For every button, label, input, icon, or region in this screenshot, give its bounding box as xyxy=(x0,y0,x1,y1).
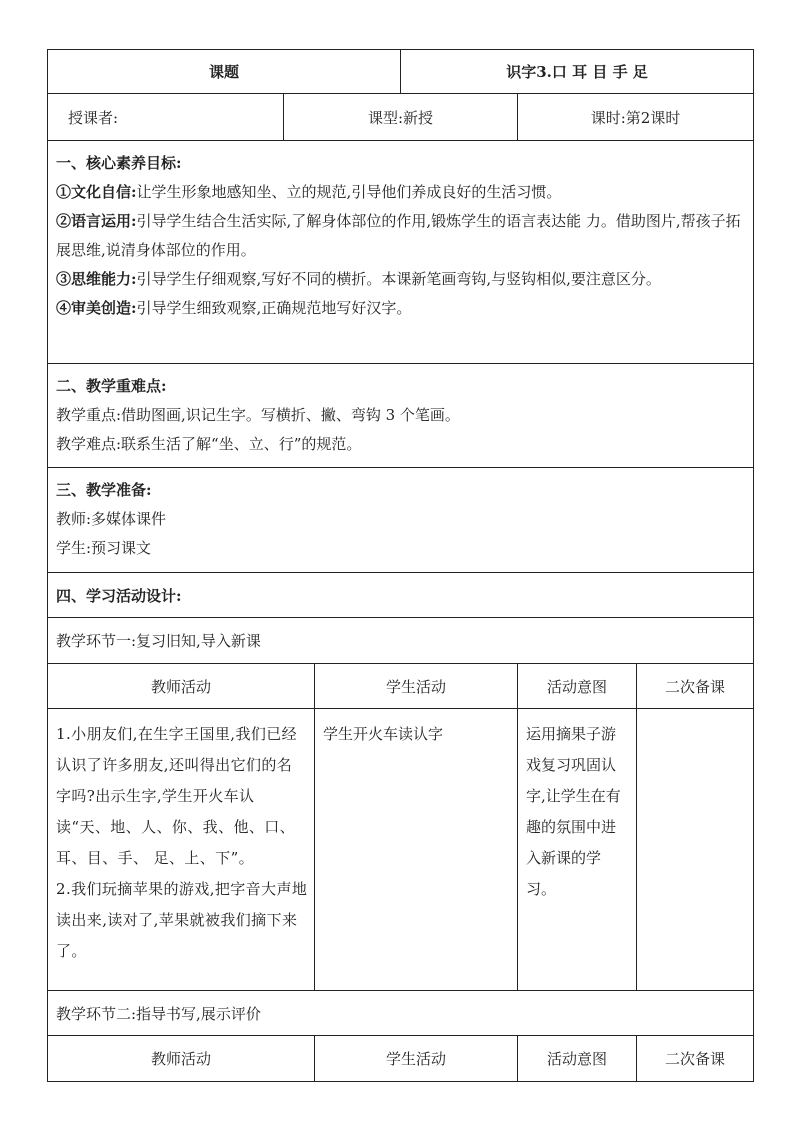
goal-item xyxy=(56,294,745,323)
goal-item xyxy=(56,265,745,294)
second-prep-notes xyxy=(637,709,754,991)
lesson-plan-document xyxy=(47,49,753,1082)
segment2-title-row xyxy=(48,991,754,1036)
teacher-activity: 1.小朋友们,在生字王国里,我们已经认识了许多朋友,还叫得出它们的名 字吗?出示生字,学生开火车认读“天、地、人、你、我、他、口、耳、目、手、 足、上、下”。 2.我们玩摘苹果的游戏,把字音大声地读出来,读对了,苹果就被我们摘下来了。 xyxy=(48,709,315,991)
goal-text: 引导学生细致观察,正确规范地写好汉字。 xyxy=(136,299,412,317)
keypoints-difficulty: 教学难点:联系生活了解“坐、立、行”的规范。 xyxy=(56,435,362,453)
col-header-intent: 活动意图 xyxy=(518,664,637,709)
segment1-header-row xyxy=(48,664,754,709)
goal-label: ②语言运用: xyxy=(56,212,137,230)
goal-label: ④审美创造: xyxy=(56,299,137,317)
goals-heading: 一、核心素养目标: xyxy=(56,154,182,172)
goal-text: 引导学生仔细观察,写好不同的横折。本课新笔画弯钩,与竖钩相似,要注意区分。 xyxy=(136,270,661,288)
prep-section xyxy=(48,468,754,573)
teacher-label: 授课者: xyxy=(48,94,284,141)
goal-label: ③思维能力: xyxy=(56,270,137,288)
topic-label: 课题 xyxy=(48,50,401,94)
design-heading: 四、学习活动设计: xyxy=(48,573,754,618)
lesson-plan-table xyxy=(47,49,754,1082)
segment1-title: 教学环节一:复习旧知,导入新课 xyxy=(48,618,754,664)
design-heading-row xyxy=(48,573,754,618)
goal-text: 让学生形象地感知坐、立的规范,引导他们养成良好的生活习惯。 xyxy=(136,183,562,201)
title-row xyxy=(48,50,754,94)
col-header-student: 学生活动 xyxy=(315,1036,518,1082)
goals-section xyxy=(48,141,754,364)
prep-teacher: 教师:多媒体课件 xyxy=(56,510,167,528)
prep-student: 学生:预习课文 xyxy=(56,539,152,557)
goal-text: 引导学生结合生活实际,了解身体部位的作用,锻炼学生的语言表达能 力。借助图片,帮孩子拓展思维,说清身体部位的作用。 xyxy=(56,212,741,259)
student-activity: 学生开火车读认字 xyxy=(315,709,518,991)
meta-row xyxy=(48,94,754,141)
keypoints-section xyxy=(48,364,754,468)
lesson-period: 课时:第2课时 xyxy=(518,94,754,141)
col-header-student: 学生活动 xyxy=(315,664,518,709)
topic-value: 识字3.口 耳 目 手 足 xyxy=(401,50,754,94)
segment2-header-row xyxy=(48,1036,754,1082)
goal-item xyxy=(56,178,745,207)
activity-intent: 运用摘果子游戏复习巩固认字,让学生在有趣的氛围中进入新课的学习。 xyxy=(518,709,637,991)
col-header-notes: 二次备课 xyxy=(637,1036,754,1082)
col-header-teacher: 教师活动 xyxy=(48,664,315,709)
segment1-title-row xyxy=(48,618,754,664)
col-header-intent: 活动意图 xyxy=(518,1036,637,1082)
col-header-teacher: 教师活动 xyxy=(48,1036,315,1082)
segment2-title: 教学环节二:指导书写,展示评价 xyxy=(48,991,754,1036)
keypoints-heading: 二、教学重难点: xyxy=(56,377,167,395)
prep-heading: 三、教学准备: xyxy=(56,481,152,499)
lesson-type: 课型:新授 xyxy=(284,94,518,141)
goal-label: ①文化自信: xyxy=(56,183,137,201)
goal-item xyxy=(56,207,745,265)
keypoints-focus: 教学重点:借助图画,识记生字。写横折、撇、弯钩 3 个笔画。 xyxy=(56,406,460,424)
segment1-content-row xyxy=(48,709,754,991)
col-header-notes: 二次备课 xyxy=(637,664,754,709)
